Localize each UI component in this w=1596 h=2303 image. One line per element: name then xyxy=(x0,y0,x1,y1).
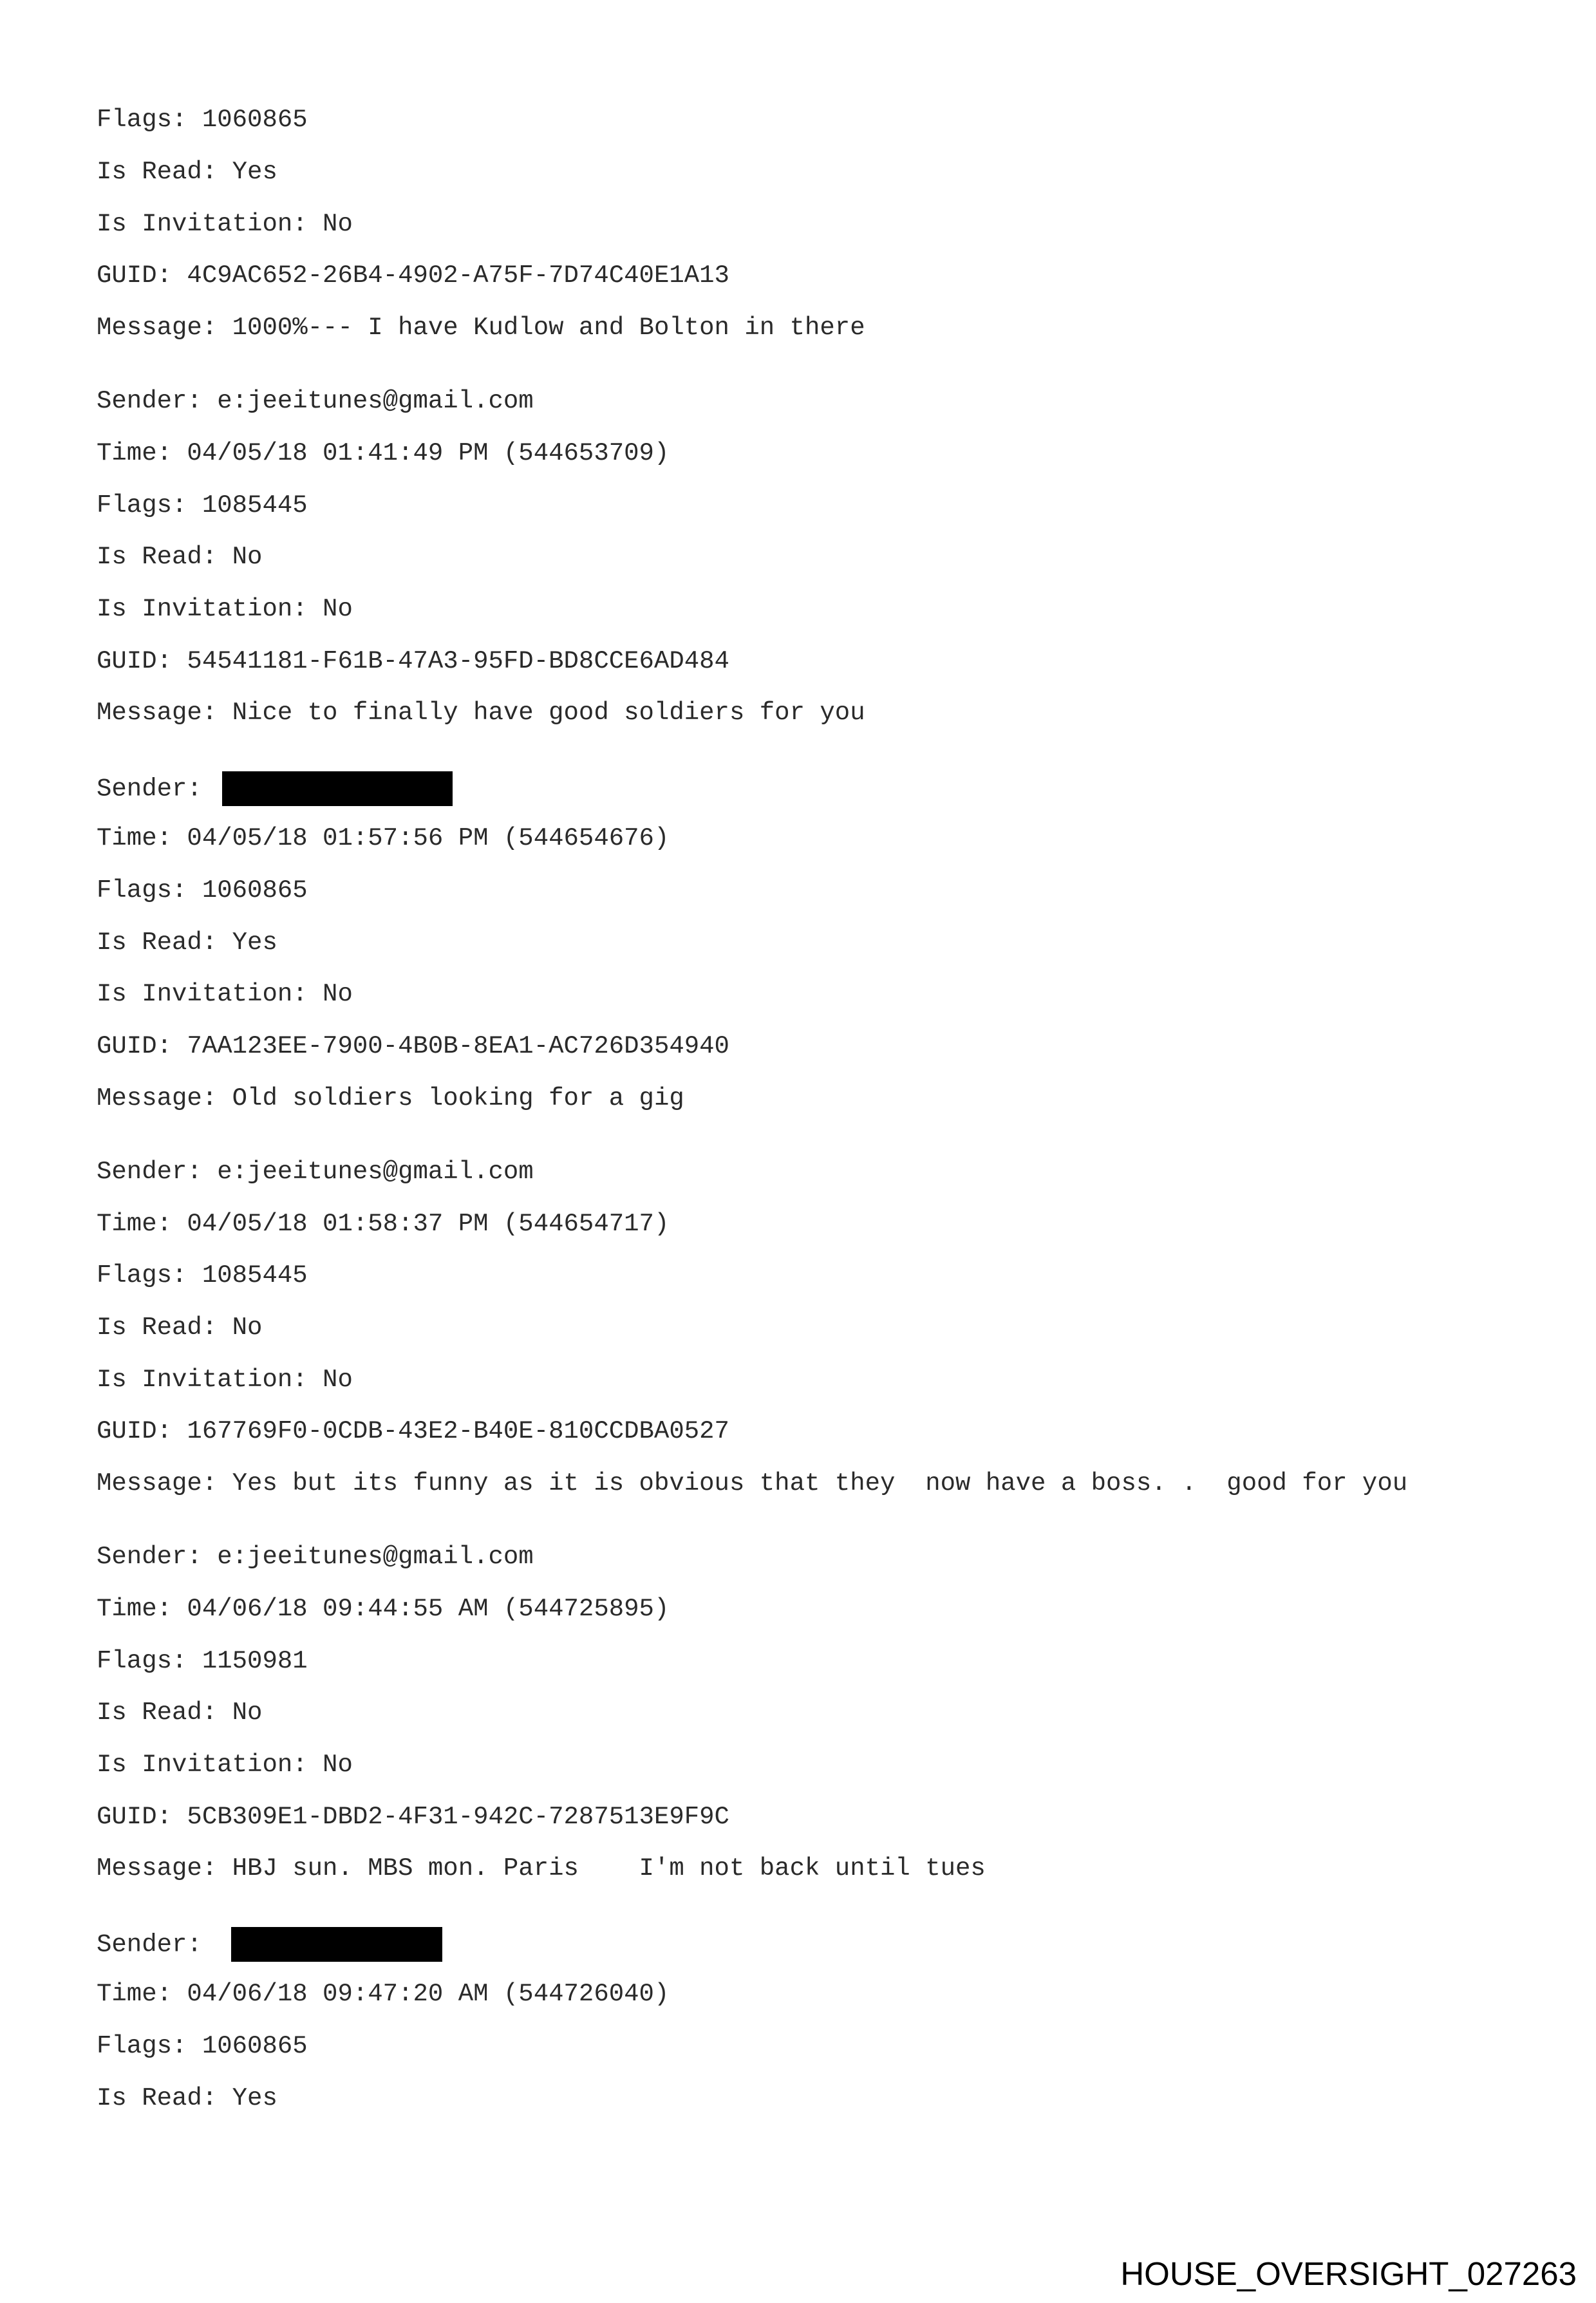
log-line: Flags: 1060865 xyxy=(97,106,308,134)
log-line: Is Read: No xyxy=(97,543,263,571)
log-line: Time: 04/06/18 09:47:20 AM (544726040) xyxy=(97,1980,670,2008)
log-line: Is Read: Yes xyxy=(97,2084,277,2112)
log-line: Time: 04/05/18 01:58:37 PM (544654717) xyxy=(97,1210,670,1238)
log-line: Is Invitation: No xyxy=(97,595,353,623)
log-line: Sender: e:jeeitunes@gmail.com xyxy=(97,1158,534,1186)
log-line: Flags: 1150981 xyxy=(97,1647,308,1675)
log-line: Is Invitation: No xyxy=(97,1751,353,1779)
log-line: Flags: 1085445 xyxy=(97,491,308,520)
sender-label: Sender: xyxy=(97,775,218,804)
log-line: GUID: 7AA123EE-7900-4B0B-8EA1-AC726D354940 xyxy=(97,1032,729,1060)
log-line: Is Read: Yes xyxy=(97,158,277,186)
log-line: Time: 04/06/18 09:44:55 AM (544725895) xyxy=(97,1595,670,1623)
log-line: Flags: 1060865 xyxy=(97,876,308,905)
log-line: GUID: 167769F0-0CDB-43E2-B40E-810CCDBA0527 xyxy=(97,1417,729,1445)
log-line: GUID: 5CB309E1-DBD2-4F31-942C-7287513E9F9C xyxy=(97,1803,729,1831)
log-line: Is Read: No xyxy=(97,1698,263,1727)
redaction-box xyxy=(231,1927,442,1962)
log-line: Time: 04/05/18 01:57:56 PM (544654676) xyxy=(97,824,670,852)
log-line: Message: HBJ sun. MBS mon. Paris I'm not back until tues xyxy=(97,1854,986,1883)
log-line: Message: Nice to finally have good soldiers for you xyxy=(97,699,865,727)
log-line: Is Read: No xyxy=(97,1313,263,1342)
log-line: Is Invitation: No xyxy=(97,1366,353,1394)
log-line: Sender: e:jeeitunes@gmail.com xyxy=(97,1543,534,1571)
log-line-redacted xyxy=(97,771,453,806)
log-line: Message: Yes but its funny as it is obvious that they now have a boss. . good for you xyxy=(97,1469,1408,1498)
log-line: Time: 04/05/18 01:41:49 PM (544653709) xyxy=(97,439,670,467)
log-line: GUID: 4C9AC652-26B4-4902-A75F-7D74C40E1A13 xyxy=(97,261,729,290)
log-line: Is Read: Yes xyxy=(97,928,277,957)
log-line: Is Invitation: No xyxy=(97,980,353,1008)
bates-number: HOUSE_OVERSIGHT_027263 xyxy=(1120,2255,1577,2292)
log-line: Flags: 1060865 xyxy=(97,2032,308,2060)
redaction-box xyxy=(222,771,453,806)
log-line: GUID: 54541181-F61B-47A3-95FD-BD8CCE6AD484 xyxy=(97,647,729,675)
sender-label: Sender: xyxy=(97,1930,218,1959)
log-line: Message: 1000%--- I have Kudlow and Bolton in there xyxy=(97,314,865,342)
log-line-redacted xyxy=(97,1927,442,1962)
log-line: Flags: 1085445 xyxy=(97,1261,308,1290)
log-line: Is Invitation: No xyxy=(97,210,353,238)
log-line: Sender: e:jeeitunes@gmail.com xyxy=(97,387,534,415)
log-line: Message: Old soldiers looking for a gig xyxy=(97,1084,684,1113)
